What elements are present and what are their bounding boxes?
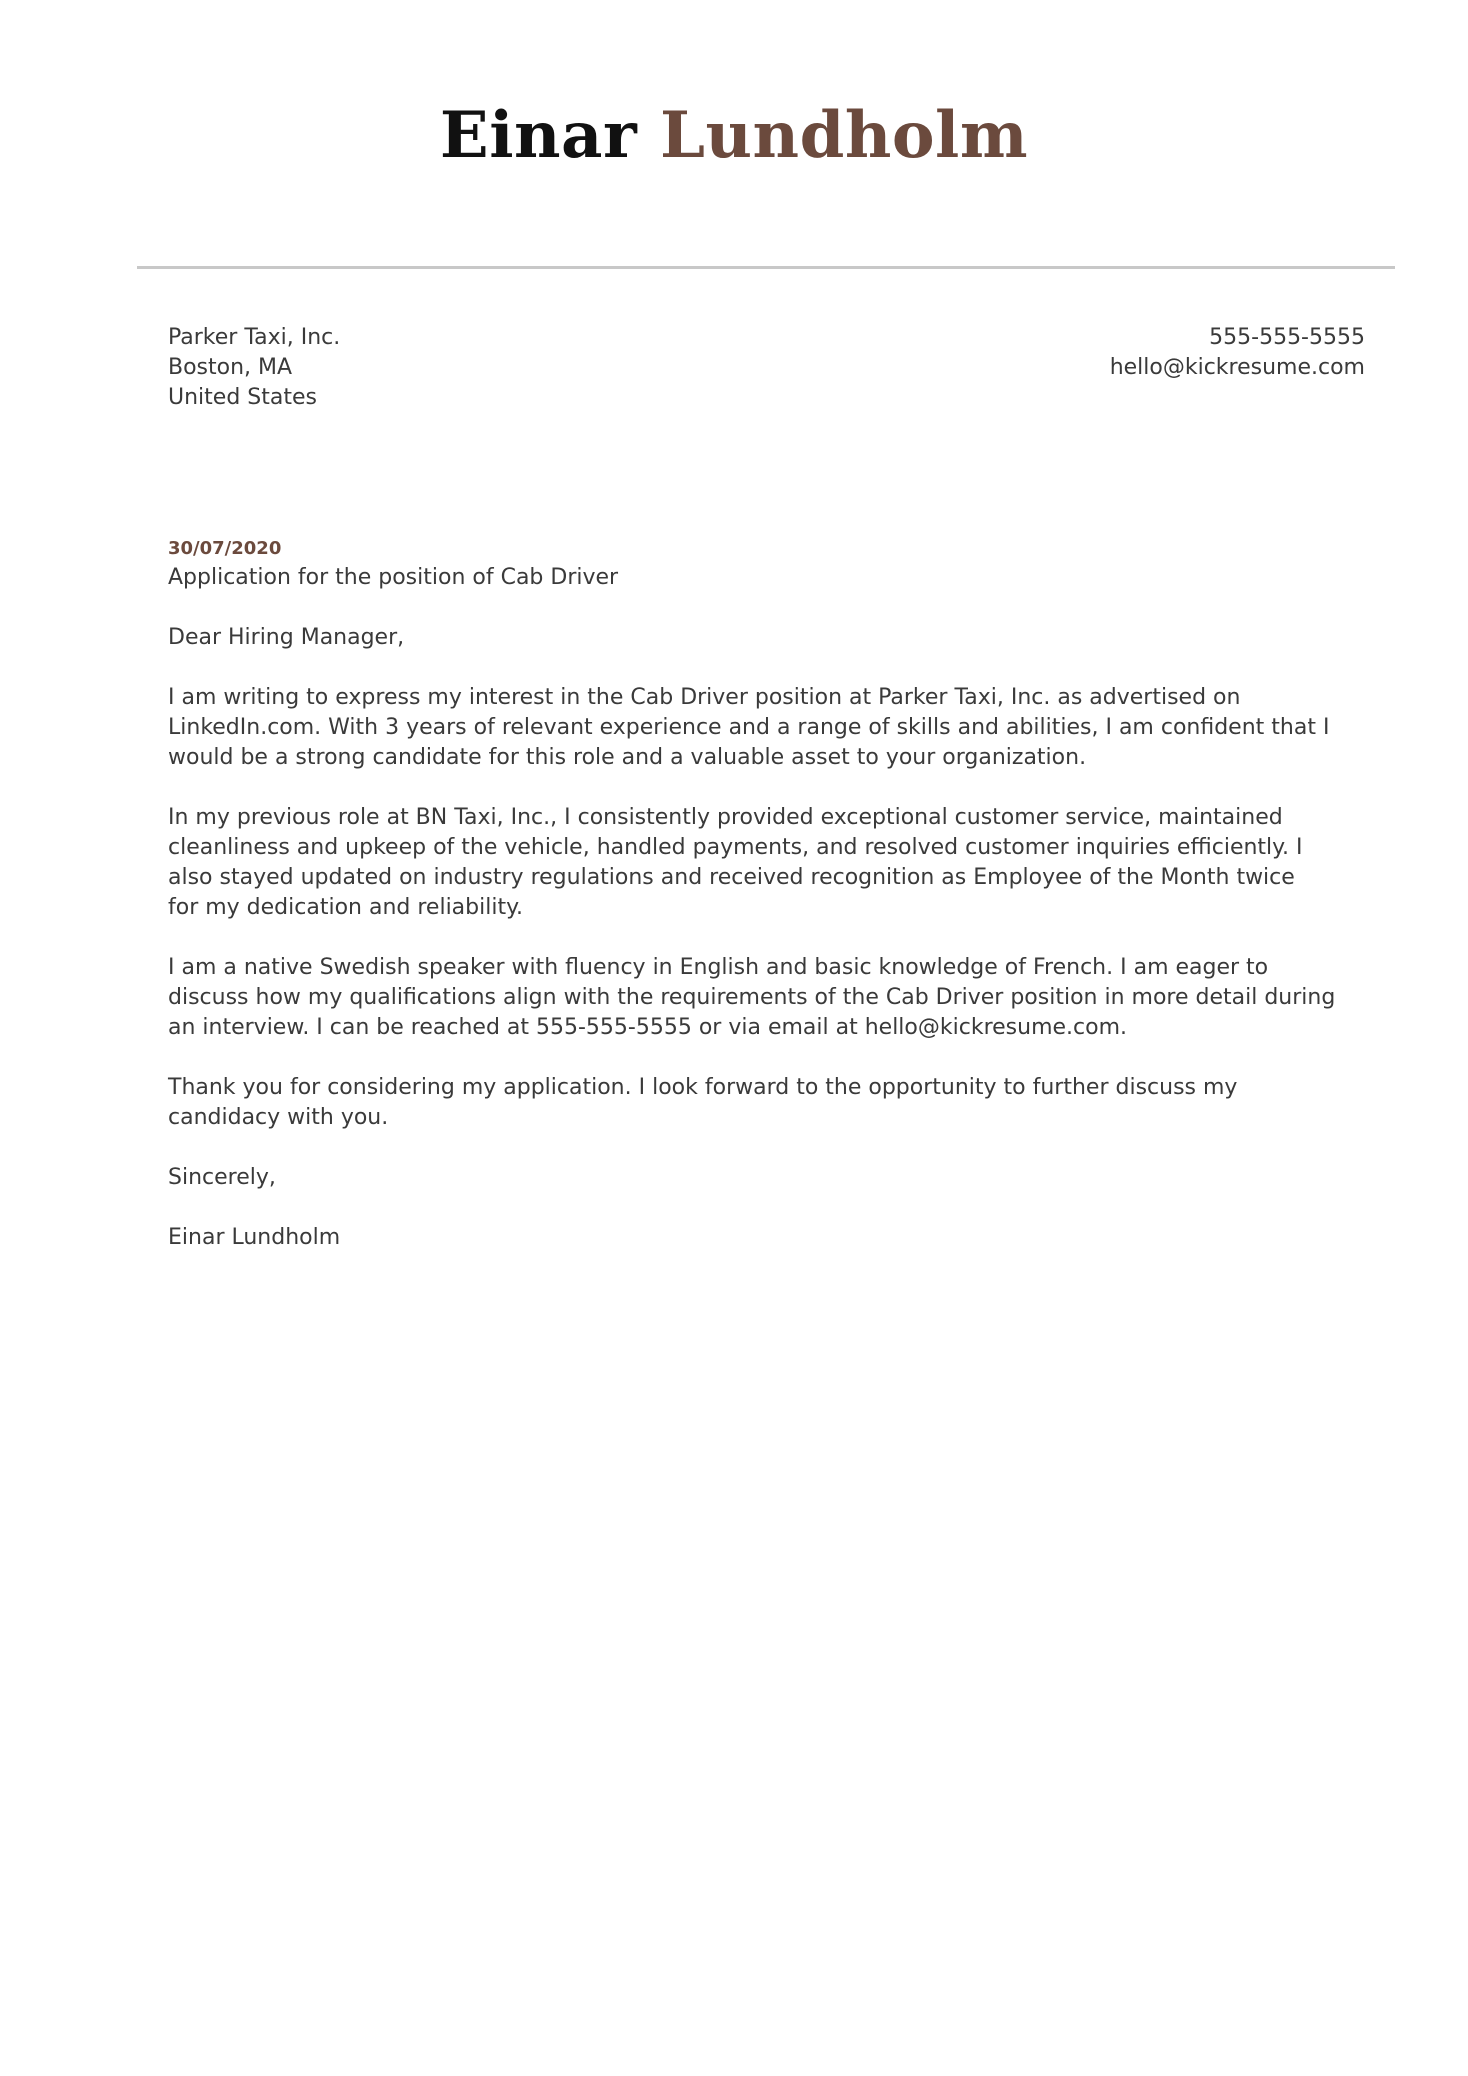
paragraph-line: LinkedIn.com. With 3 years of relevant experience and a range of skills and abilities, I am confident that I [168,715,1330,740]
paragraph-line: for my dedication and reliability. [168,895,523,920]
paragraph-line: discuss how my qualifications align with the requirements of the Cab Driver position in more detail during [168,985,1336,1010]
contact-email: hello@kickresume.com [1109,355,1365,380]
paragraph-line: candidacy with you. [168,1105,389,1130]
applicant-name-heading [0,96,1468,176]
letter-paragraph-4 [168,1073,1368,1133]
paragraph-line: I am writing to express my interest in the Cab Driver position at Parker Taxi, Inc. as advertised on [168,685,1241,710]
letter-greeting: Dear Hiring Manager, [168,625,405,650]
paragraph-line: also stayed updated on industry regulations and received recognition as Employee of the Month twice [168,865,1295,890]
letter-date: 30/07/2020 [168,538,282,559]
letter-paragraph-3 [168,953,1368,1043]
letter-paragraph-1 [168,683,1368,773]
header-divider [137,266,1395,269]
letter-body [168,563,1368,1253]
paragraph-line: I am a native Swedish speaker with fluency in English and basic knowledge of French. I am eager to [168,955,1269,980]
recipient-address [168,323,340,413]
letter-paragraph-2 [168,803,1368,923]
contact-phone: 555-555-5555 [1209,325,1365,350]
paragraph-line: an interview. I can be reached at 555-555-5555 or via email at hello@kickresume.com. [168,1015,1128,1040]
applicant-contact [1110,323,1365,383]
letter-signature: Einar Lundholm [168,1225,341,1250]
last-name: Lundholm [660,98,1029,173]
paragraph-line: cleanliness and upkeep of the vehicle, handled payments, and resolved customer inquiries efficiently. I [168,835,1303,860]
recipient-country: United States [168,385,317,410]
recipient-city: Boston, MA [168,355,293,380]
recipient-company: Parker Taxi, Inc. [168,325,341,350]
letter-closing: Sincerely, [168,1165,276,1190]
paragraph-line: Thank you for considering my application. I look forward to the opportunity to further discuss my [168,1075,1238,1100]
letter-subject: Application for the position of Cab Driver [168,565,619,590]
first-name: Einar [439,98,638,173]
paragraph-line: In my previous role at BN Taxi, Inc., I consistently provided exceptional customer service, maintained [168,805,1283,830]
paragraph-line: would be a strong candidate for this role and a valuable asset to your organization. [168,745,1087,770]
